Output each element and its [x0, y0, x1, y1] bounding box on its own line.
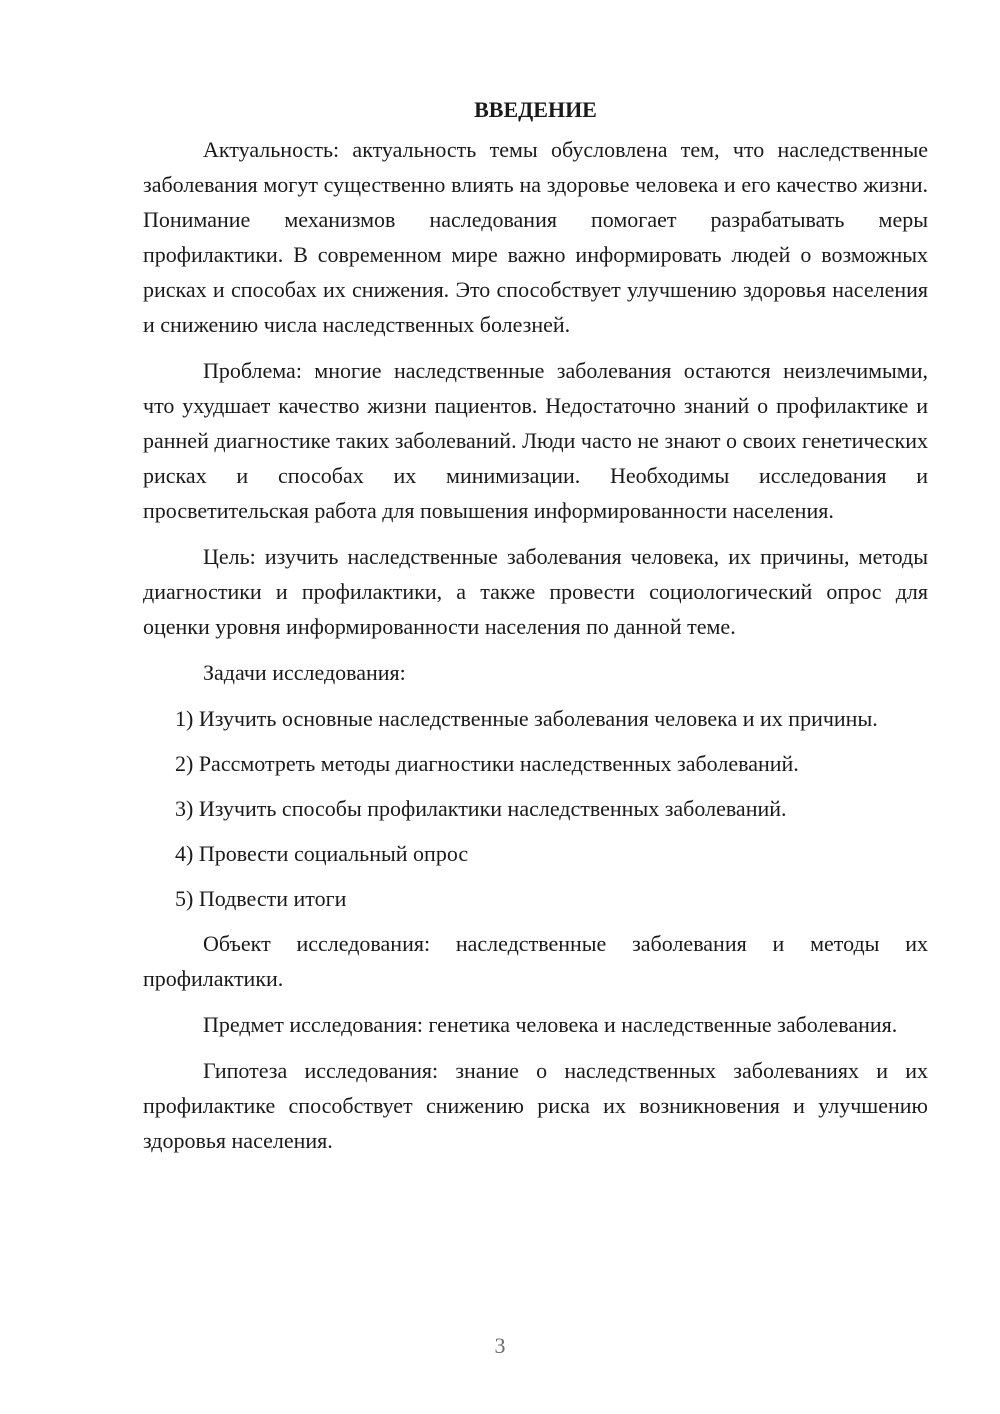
section-title: ВВЕДЕНИЕ [474, 97, 597, 122]
relevance-paragraph: Актуальность: актуальность темы обусловлена тем, что наследственные заболевания могут существенно влиять на здоровье человека и его качество жизни. Понимание механизмов наследования помогает разрабатывать меры профилактики. В современном мире важно информировать людей о возможных рисках и способах их снижения. Это способствует улучшению здоровья населения и снижению числа наследственных болезней. [143, 137, 928, 337]
object-paragraph: Объект исследования: наследственные заболевания и методы их профилактики. [143, 931, 928, 991]
page-number: 3 [494, 1333, 506, 1358]
task-item-4: 4) Провести социальный опрос [175, 841, 469, 866]
task-item-5: 5) Подвести итоги [175, 886, 347, 911]
hypothesis-paragraph: Гипотеза исследования: знание о наследственных заболеваниях и их профилактике способствует снижению риска их возникновения и улучшению здоровья населения. [143, 1058, 928, 1153]
tasks-heading: Задачи исследования: [203, 660, 406, 685]
task-item-2: 2) Рассмотреть методы диагностики наследственных заболеваний. [175, 751, 799, 776]
task-item-3: 3) Изучить способы профилактики наследственных заболеваний. [175, 796, 787, 821]
task-item-1: 1) Изучить основные наследственные заболевания человека и их причины. [175, 706, 878, 731]
problem-paragraph: Проблема: многие наследственные заболевания остаются неизлечимыми, что ухудшает качество жизни пациентов. Недостаточно знаний о профилактике и ранней диагностике таких заболеваний. Люди часто не знают о своих генетических рисках и способах их минимизации. Необходимы исследования и просветительская работа для повышения информированности населения. [143, 358, 928, 523]
subject-paragraph: Предмет исследования: генетика человека и наследственные заболевания. [203, 1012, 898, 1037]
goal-paragraph: Цель: изучить наследственные заболевания человека, их причины, методы диагностики и профилактики, а также провести социологический опрос для оценки уровня информированности населения по данной теме. [143, 544, 928, 639]
page-content [143, 92, 928, 1169]
